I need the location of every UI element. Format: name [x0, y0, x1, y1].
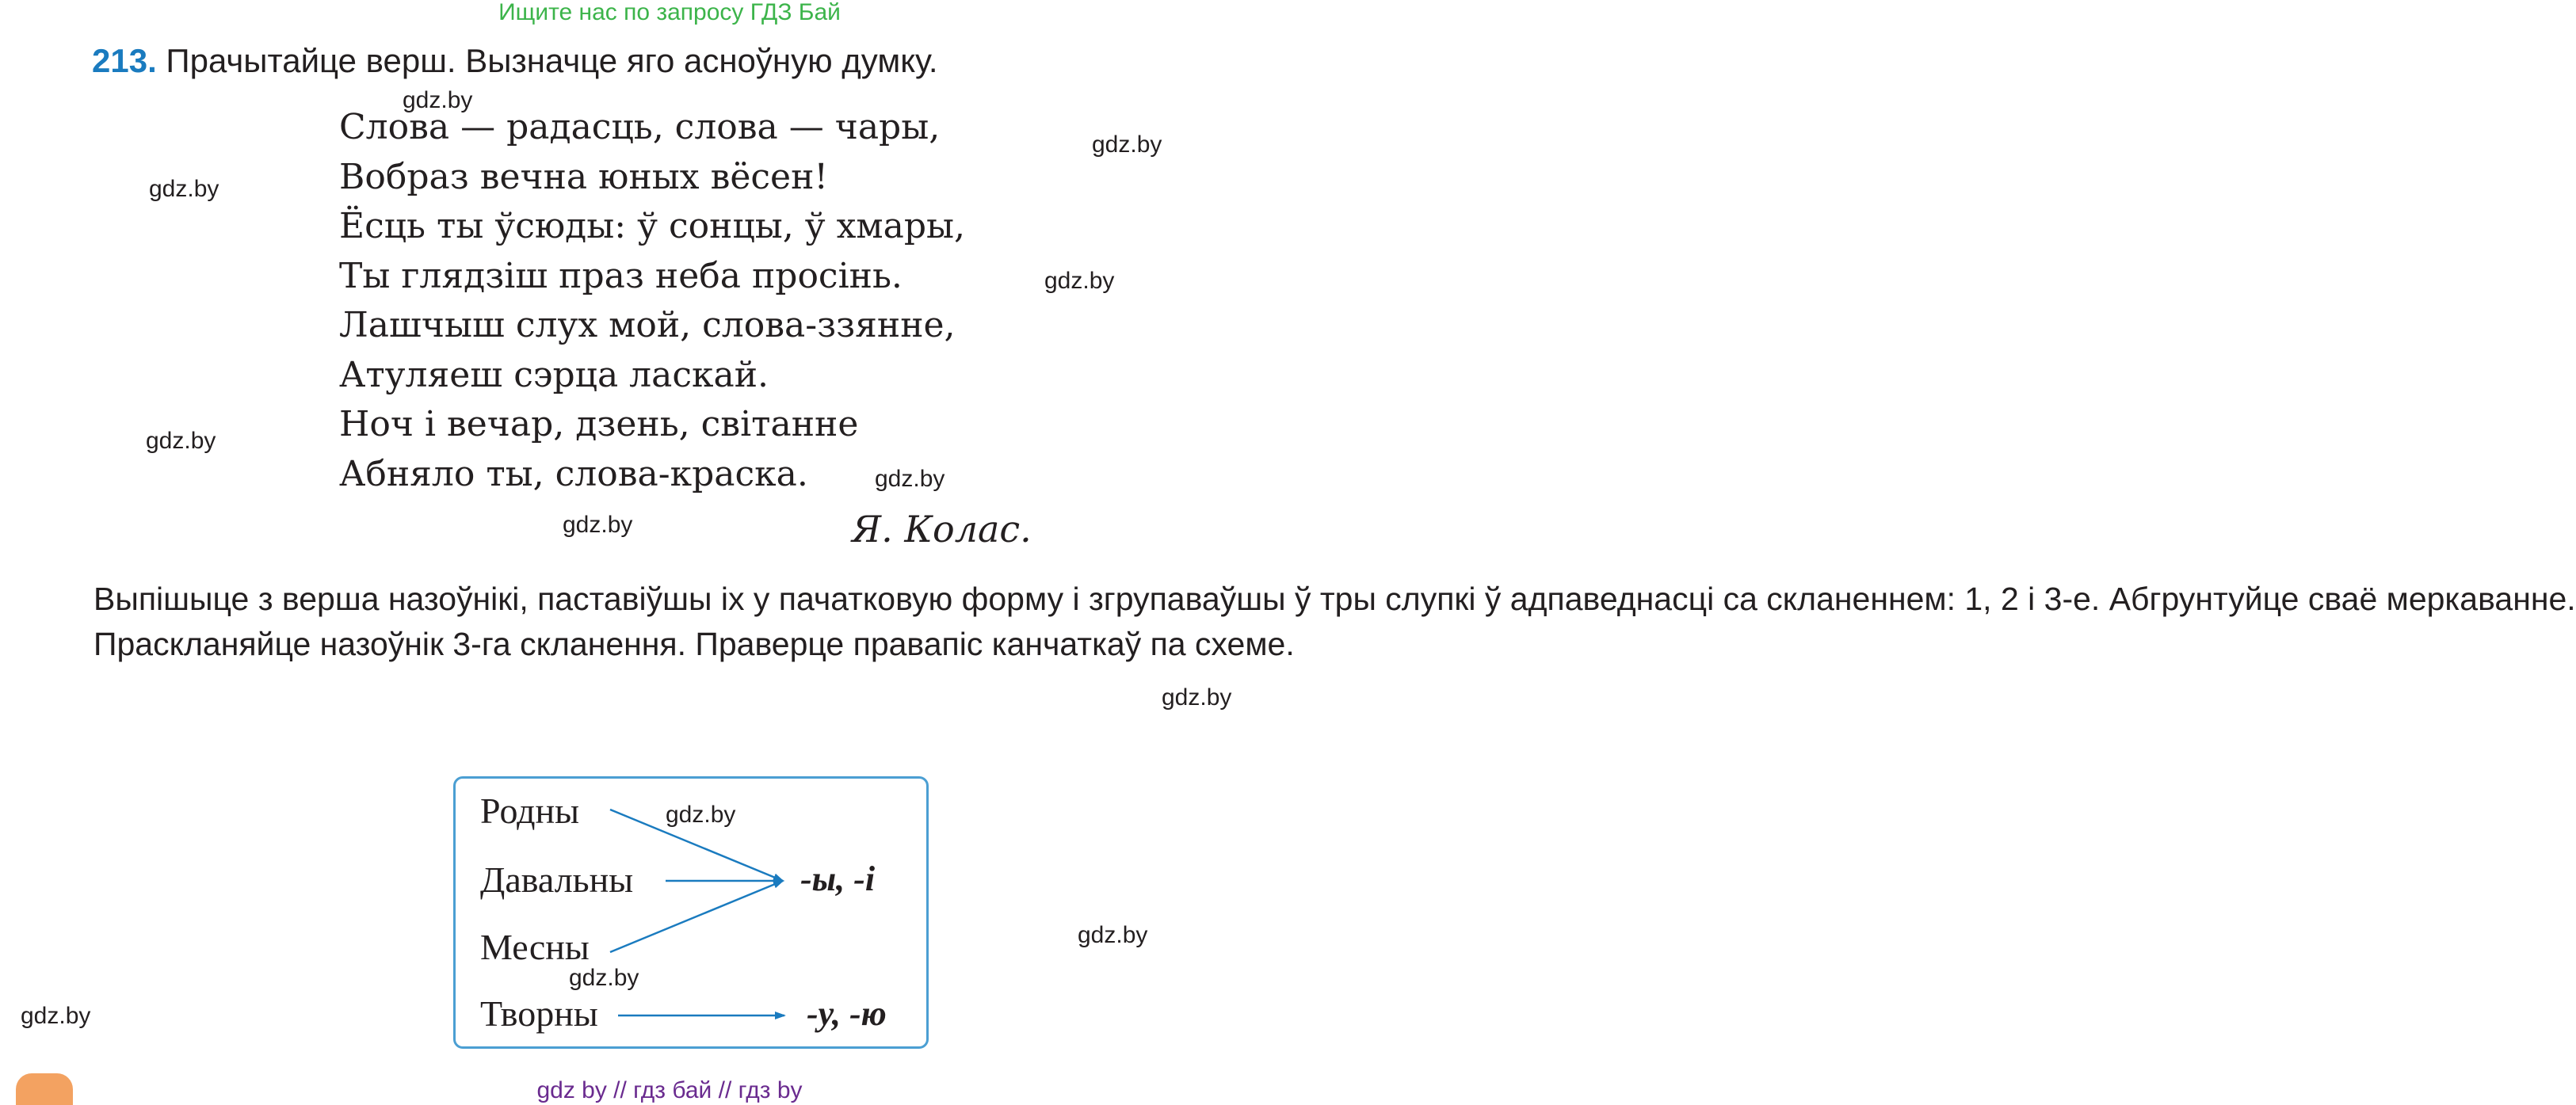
- watermark: gdz.by: [563, 512, 633, 538]
- poem-line: Ты глядзіш праз неба просінь.: [339, 255, 903, 296]
- exercise-number: 213.: [92, 42, 157, 79]
- poem-line: Ноч і вечар, дзень, світанне: [339, 404, 859, 444]
- ending-y-i: -ы, -і: [800, 859, 876, 898]
- poem-line: Лашчыш слух мой, слова-ззянне,: [339, 305, 956, 345]
- poem-line: Слова — радасць, слова — чары,: [339, 107, 941, 147]
- watermark: gdz.by: [666, 802, 736, 828]
- footer-watermark: gdz by // гдз бай // гдз by: [536, 1077, 803, 1103]
- watermark: gdz.by: [403, 87, 473, 113]
- case-mesny: Месны: [480, 927, 590, 967]
- exercise-task: Прачытайце верш. Вызначце яго асноўную думку.: [166, 42, 938, 79]
- watermark: gdz.by: [1078, 922, 1148, 948]
- task-paragraph-1: Выпішыце з верша назоўнікі, паставіўшы іх у пачатковую форму і згрупаваўшы ў тры слупкі ў адпаведнасці са скланеннем: 1, 2 і 3-е. Абгрунтуйце сваё меркаванне.: [93, 581, 2576, 617]
- arrow-mesny: [610, 881, 783, 952]
- top-banner: Ищите нас по запросу ГДЗ Бай: [498, 0, 841, 25]
- watermark: gdz.by: [21, 1003, 91, 1029]
- watermark: gdz.by: [569, 965, 639, 991]
- watermark: gdz.by: [149, 176, 219, 202]
- poem-line: Вобраз вечна юных вёсен!: [339, 156, 829, 197]
- poem-line: Атуляеш сэрца ласкай.: [339, 354, 769, 395]
- task-paragraph-2: Праскланяйце назоўнік 3-га скланення. Праверце правапіс канчаткаў па схеме.: [93, 626, 1295, 662]
- watermark: gdz.by: [875, 466, 945, 492]
- ending-u-yu: -у, -ю: [807, 994, 887, 1033]
- poem-line: Ёсць ты ўсюды: ў сонцы, ў хмары,: [339, 206, 966, 246]
- watermark: gdz.by: [1044, 268, 1115, 294]
- watermark: gdz.by: [1092, 131, 1162, 158]
- poem-author: Я. Колас.: [852, 508, 1032, 551]
- case-tvorny: Творны: [480, 993, 598, 1034]
- watermark: gdz.by: [146, 428, 216, 454]
- case-davalny: Давальны: [480, 859, 634, 900]
- poem-line: Абняло ты, слова-краска.: [339, 453, 808, 494]
- watermark: gdz.by: [1162, 684, 1232, 711]
- case-rodny: Родны: [480, 791, 580, 831]
